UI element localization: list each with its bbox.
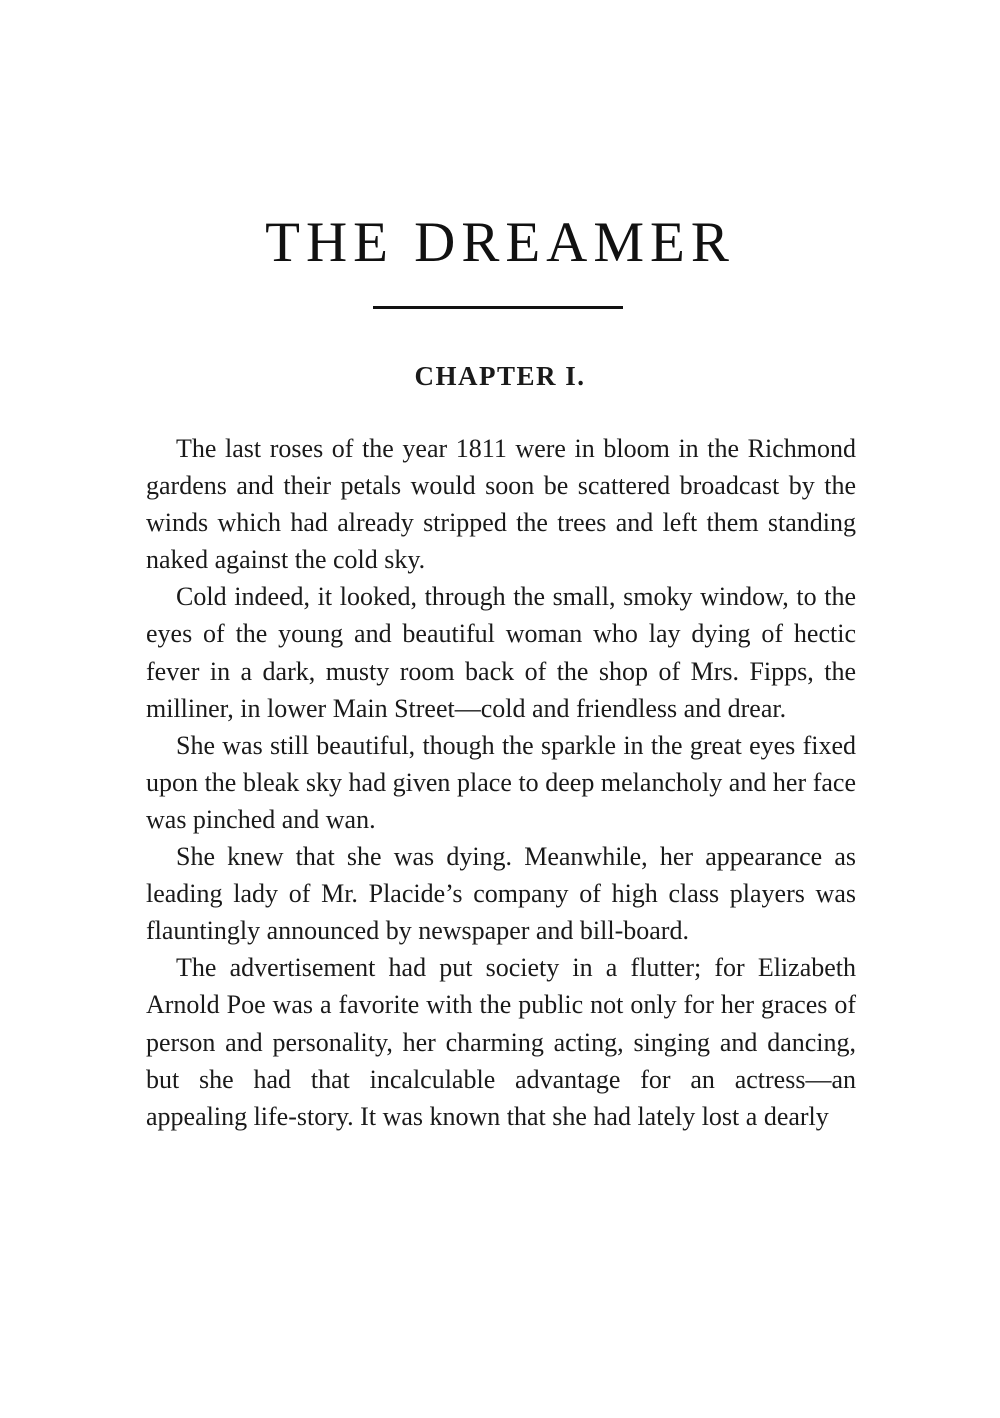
chapter-body	[146, 430, 856, 1135]
book-title: THE DREAMER	[265, 211, 735, 274]
paragraph-4: She knew that she was dying. Meanwhile, her appearance as leading lady of Mr. Placide’s company of high class players was flauntingly announced by newspaper and bill-board.	[146, 842, 856, 946]
title-rule	[373, 306, 623, 309]
paragraph-5: The advertisement had put society in a flutter; for Elizabeth Arnold Poe was a favorite with the public not only for her graces of person and personality, her charming acting, singing and dancing, but she had that incalculable advantage for an actress—an appealing life-story. It was known that she had lately lost a dearly	[146, 953, 856, 1131]
paragraph-3: She was still beautiful, though the sparkle in the great eyes fixed upon the bleak sky had given place to deep melancholy and her face was pinched and wan.	[146, 730, 856, 834]
paragraph-2: Cold indeed, it looked, through the small, smoky window, to the eyes of the young and beautiful woman who lay dying of hectic fever in a dark, musty room back of the shop of Mrs. Fipps, the milliner, in lower Main Street—cold and friendless and drear.	[146, 582, 856, 723]
paragraph-1: The last roses of the year 1811 were in bloom in the Richmond gardens and their petals would soon be scattered broadcast by the winds which had already stripped the trees and left them standing naked against the cold sky.	[146, 434, 856, 575]
chapter-heading: CHAPTER I.	[414, 361, 586, 391]
